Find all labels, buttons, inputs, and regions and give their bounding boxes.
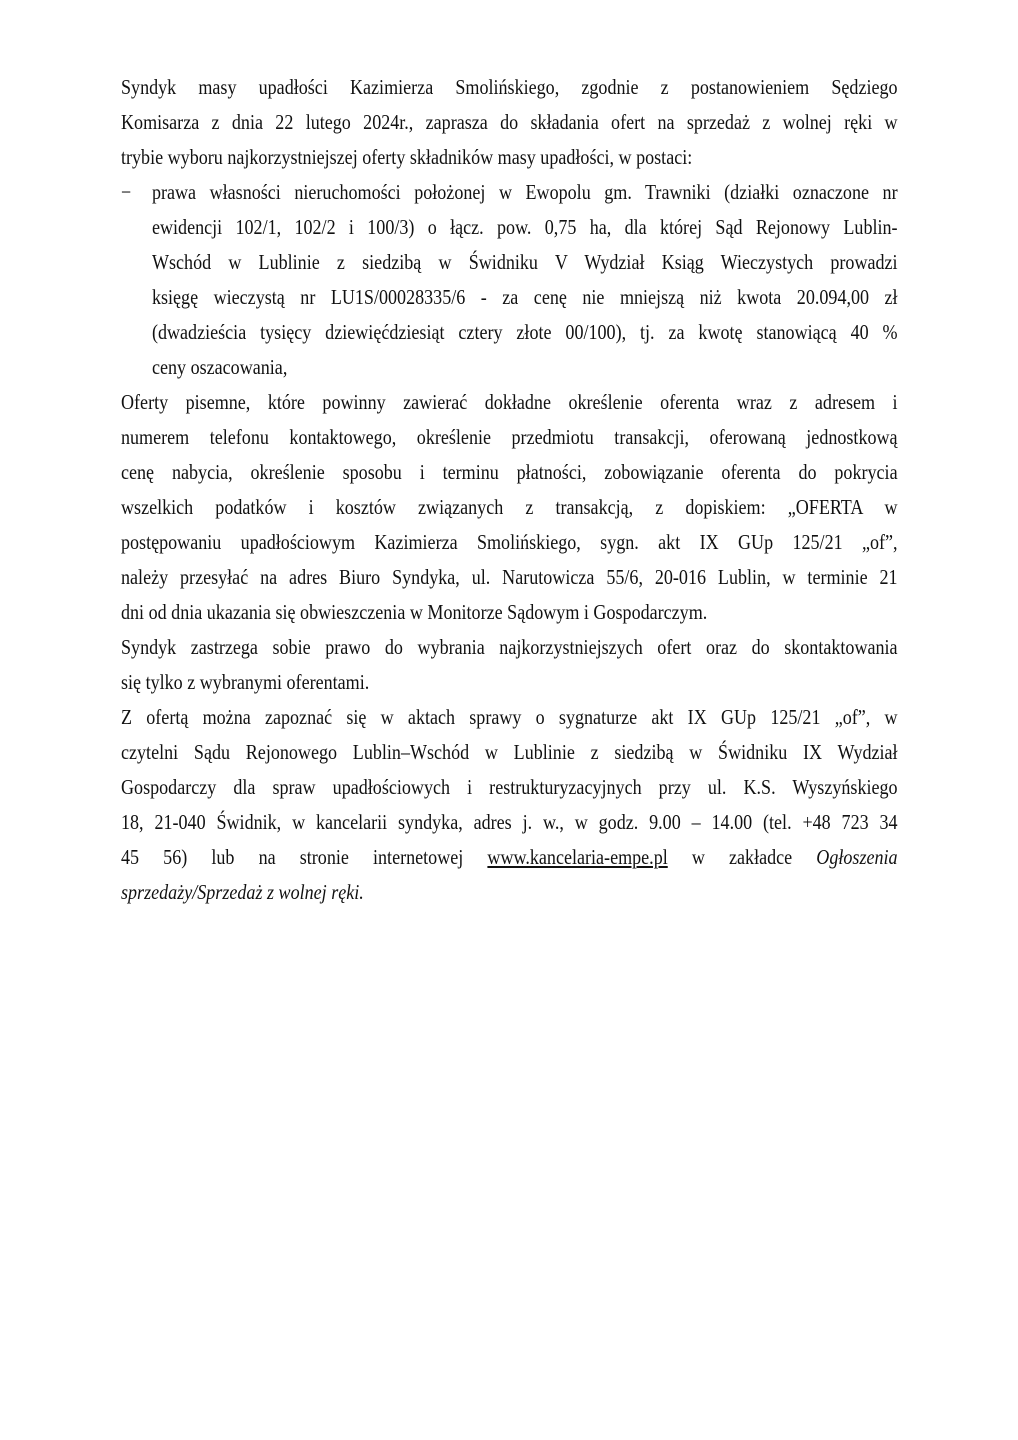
text-line: ceny oszacowania, (151, 355, 288, 379)
text-line: 18, 21-040 Świdnik, w kancelarii syndyka, adres j. w., w godz. 9.00 – 14.00 (tel. +48 723 34 (121, 810, 898, 834)
italic-section-name: sprzedaży/Sprzedaż z wolnej ręki (121, 880, 360, 904)
paragraph-reservation (121, 630, 898, 700)
text-line: czytelni Sądu Rejonowego Lublin–Wschód w Lublinie z siedzibą w Świdniku IX Wydział (121, 740, 898, 764)
bullet-dash-icon: − (121, 180, 132, 204)
text-line: się tylko z wybranymi oferentami. (121, 670, 370, 694)
text-line: księgę wieczystą nr LU1S/00028335/6 - za cenę nie mniejszą niż kwota 20.094,00 zł (151, 285, 898, 309)
text-line: Gospodarczy dla spraw upadłościowych i restrukturyzacyjnych przy ul. K.S. Wyszyńskiego (121, 775, 898, 799)
text-segment: . (359, 880, 364, 904)
text-segment: w zakładce (691, 845, 793, 869)
paragraph-intro (121, 70, 898, 175)
paragraph-inspection (121, 700, 898, 910)
text-line (121, 875, 898, 910)
text-segment: 45 56) lub na stronie internetowej (121, 845, 464, 869)
text-line: ewidencji 102/1, 102/2 i 100/3) o łącz. pow. 0,75 ha, dla której Sąd Rejonowy Lublin- (151, 215, 898, 239)
document-page (121, 70, 898, 910)
text-line: prawa własności nieruchomości położonej w Ewopolu gm. Trawniki (działki oznaczone nr (151, 180, 898, 204)
text-line: Wschód w Lublinie z siedzibą w Świdniku V Wydział Ksiąg Wieczystych prowadzi (151, 250, 898, 274)
text-line: (dwadzieścia tysięcy dziewięćdziesiąt cztery złote 00/100), tj. za kwotę stanowiącą 40 % (151, 320, 898, 344)
text-line: należy przesyłać na adres Biuro Syndyka, ul. Narutowicza 55/6, 20-016 Lublin, w terminie 21 (121, 565, 898, 589)
text-line: cenę nabycia, określenie sposobu i terminu płatności, zobowiązanie oferenta do pokrycia (121, 460, 898, 484)
paragraph-offers (121, 385, 898, 630)
text-line: Komisarza z dnia 22 lutego 2024r., zaprasza do składania ofert na sprzedaż z wolnej ręki w (121, 110, 898, 134)
website-link[interactable]: www.kancelaria-empe.pl (487, 845, 668, 869)
text-line: Syndyk zastrzega sobie prawo do wybrania najkorzystniejszych ofert oraz do skontaktowania (121, 635, 898, 659)
italic-section-name: Ogłoszenia (816, 845, 898, 869)
text-line-with-link (121, 840, 898, 875)
text-line: Oferty pisemne, które powinny zawierać dokładne określenie oferenta wraz z adresem i (121, 390, 898, 414)
text-line: trybie wyboru najkorzystniejszej oferty składników masy upadłości, w postaci: (121, 145, 693, 169)
text-line: postępowaniu upadłościowym Kazimierza Smolińskiego, sygn. akt IX GUp 125/21 „of”, (121, 530, 898, 554)
text-line: numerem telefonu kontaktowego, określenie przedmiotu transakcji, oferowaną jednostkową (121, 425, 898, 449)
bullet-item-property (121, 175, 898, 385)
text-line: wszelkich podatków i kosztów związanych z transakcją, z dopiskiem: „OFERTA w (121, 495, 898, 519)
text-line: dni od dnia ukazania się obwieszczenia w Monitorze Sądowym i Gospodarczym. (121, 600, 708, 624)
text-line: Syndyk masy upadłości Kazimierza Smolińskiego, zgodnie z postanowieniem Sędziego (121, 75, 898, 99)
text-line: Z ofertą można zapoznać się w aktach sprawy o sygnaturze akt IX GUp 125/21 „of”, w (121, 705, 898, 729)
